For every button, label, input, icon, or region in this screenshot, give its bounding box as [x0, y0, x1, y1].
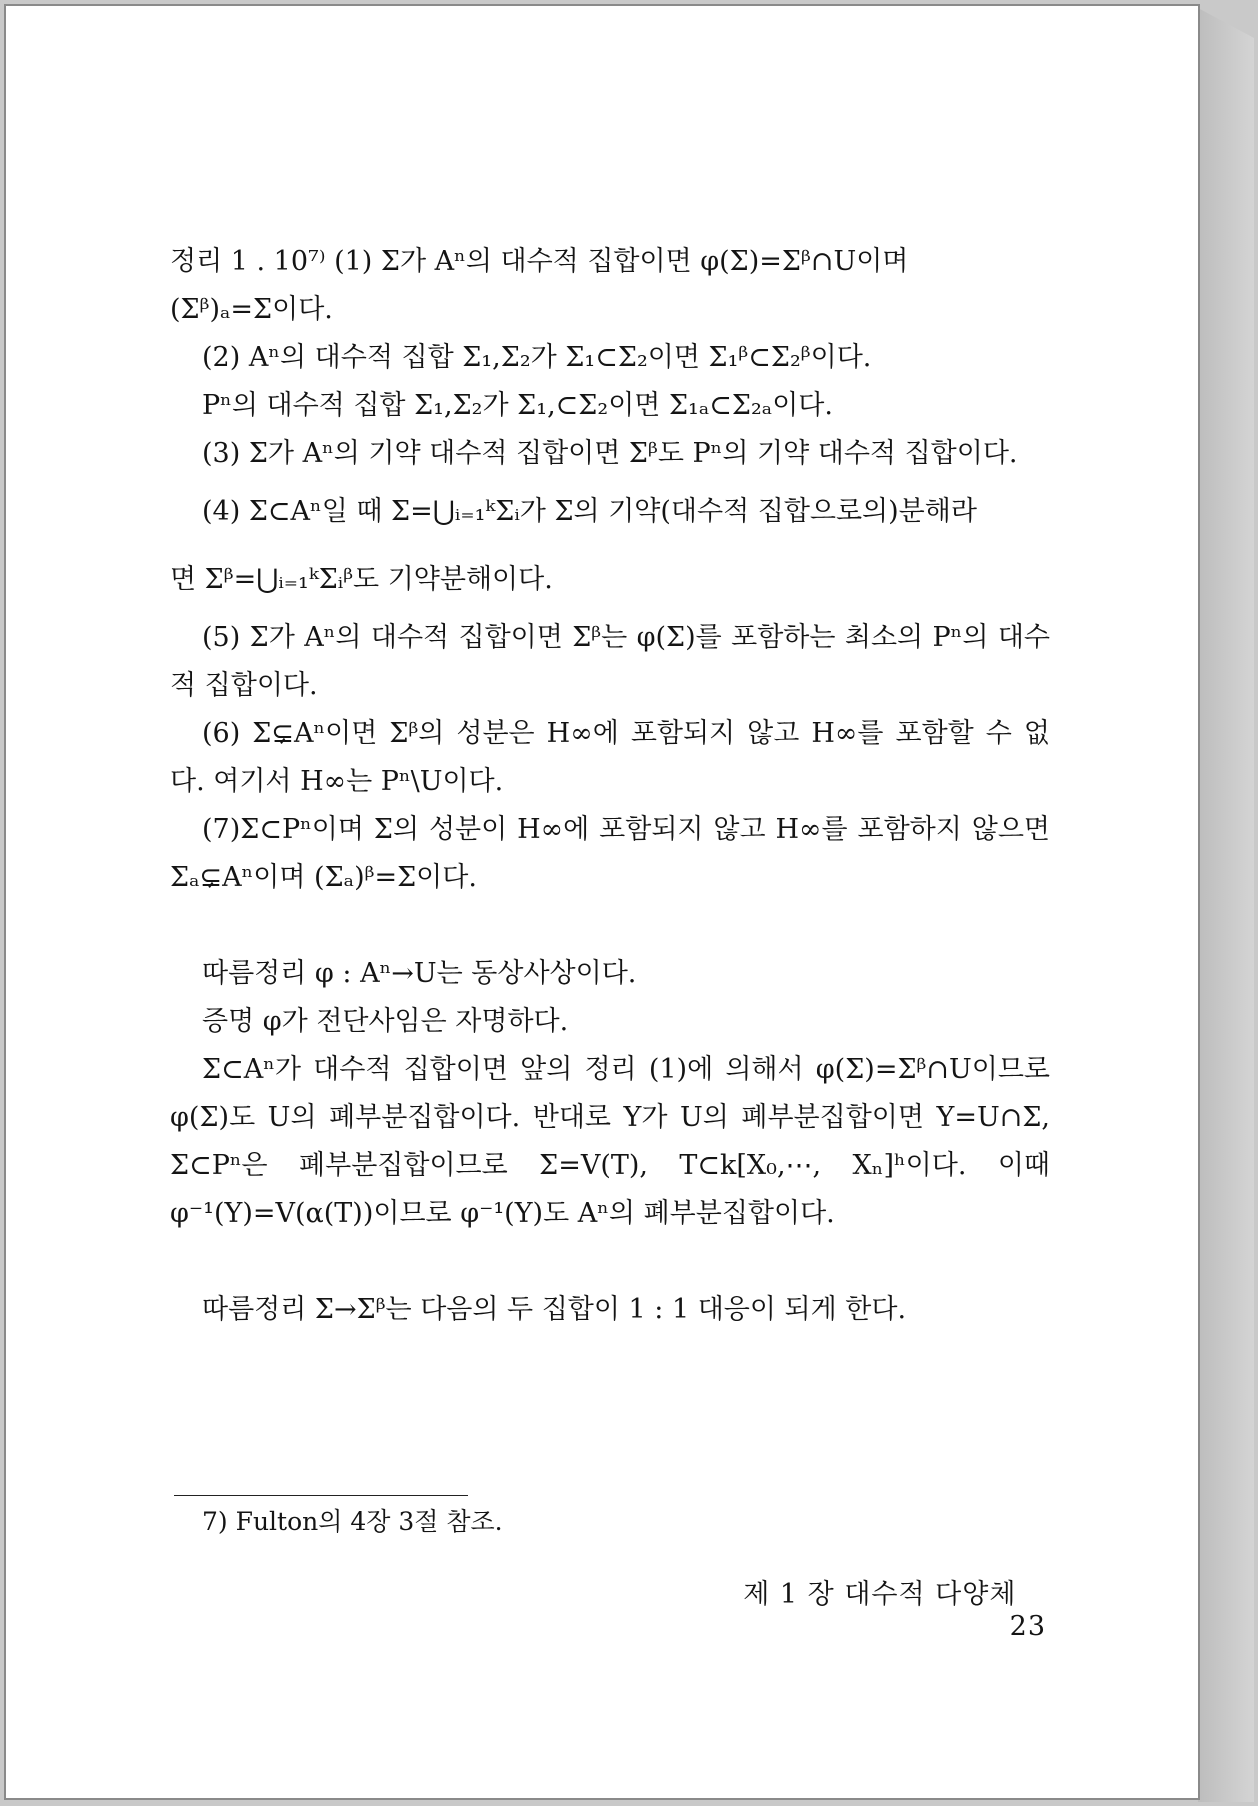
theorem-item2a: (2) Aⁿ의 대수적 집합 Σ₁,Σ₂가 Σ₁⊂Σ₂이면 Σ₁ᵝ⊂Σ₂ᵝ이다. — [202, 342, 872, 373]
theorem-item6: (6) Σ⊊Aⁿ이면 Σᵝ의 성분은 H∞에 포함되지 않고 H∞를 포함할 수 없다. 여기서 H∞는 Pⁿ\U이다. — [170, 718, 1050, 797]
footnote: 7) Fulton의 4장 3절 참조. — [202, 1507, 503, 1536]
corollary2-statement: 따름정리 Σ→Σᵝ는 다음의 두 집합이 1 : 1 대응이 되게 한다. — [202, 1294, 907, 1325]
spacer — [170, 1238, 1050, 1286]
theorem-item4b: 면 Σᵝ=⋃ᵢ₌₁ᵏΣᵢᵝ도 기약분해이다. — [170, 564, 553, 595]
running-footer — [706, 1572, 1046, 1642]
theorem-line1: 정리 1 . 10⁷⁾ (1) Σ가 Aⁿ의 대수적 집합이면 φ(Σ)=Σᵝ∩U이며 — [170, 246, 909, 277]
corollary1-proof-head: 증명 φ가 전단사임은 자명하다. — [202, 1006, 569, 1037]
book-page — [4, 4, 1200, 1800]
theorem-item4a: (4) Σ⊂Aⁿ일 때 Σ=⋃ᵢ₌₁ᵏΣᵢ가 Σ의 기약(대수적 집합으로의)분해라 — [202, 496, 977, 527]
page-number: 23 — [1009, 1611, 1046, 1642]
theorem-item7: (7)Σ⊂Pⁿ이며 Σ의 성분이 H∞에 포함되지 않고 H∞를 포함하지 않으면 Σₐ⊊Aⁿ이며 (Σₐ)ᵝ=Σ이다. — [170, 814, 1050, 893]
chapter-title: 제 1 장 대수적 다양체 — [743, 1579, 1017, 1610]
main-text — [170, 238, 1050, 1334]
theorem-item5: (5) Σ가 Aⁿ의 대수적 집합이면 Σᵝ는 φ(Σ)를 포함하는 최소의 Pⁿ의 대수적 집합이다. — [170, 622, 1050, 701]
theorem-item3: (3) Σ가 Aⁿ의 기약 대수적 집합이면 Σᵝ도 Pⁿ의 기약 대수적 집합이다. — [202, 438, 1018, 469]
spacer — [170, 902, 1050, 950]
theorem-line2: (Σᵝ)ₐ=Σ이다. — [170, 294, 333, 325]
theorem-item2b: Pⁿ의 대수적 집합 Σ₁,Σ₂가 Σ₁,⊂Σ₂이면 Σ₁ₐ⊂Σ₂ₐ이다. — [202, 390, 833, 421]
footnote-rule — [174, 1495, 468, 1496]
page-edge-shadow — [1198, 8, 1254, 1802]
corollary1-proof-body: Σ⊂Aⁿ가 대수적 집합이면 앞의 정리 (1)에 의해서 φ(Σ)=Σᵝ∩U이므로 φ(Σ)도 U의 폐부분집합이다. 반대로 Y가 U의 폐부분집합이면 Y=U∩Σ, Σ⊂Pⁿ은 폐부분집합이므로 Σ=V(T), T⊂k[X₀,⋯, Xₙ]ʰ이다. 이때 φ⁻¹(Y)=V(α(T))이므로 φ⁻¹(Y)도 Aⁿ의 폐부분집합이다. — [170, 1054, 1050, 1229]
corollary1-statement: 따름정리 φ : Aⁿ→U는 동상사상이다. — [202, 958, 637, 989]
